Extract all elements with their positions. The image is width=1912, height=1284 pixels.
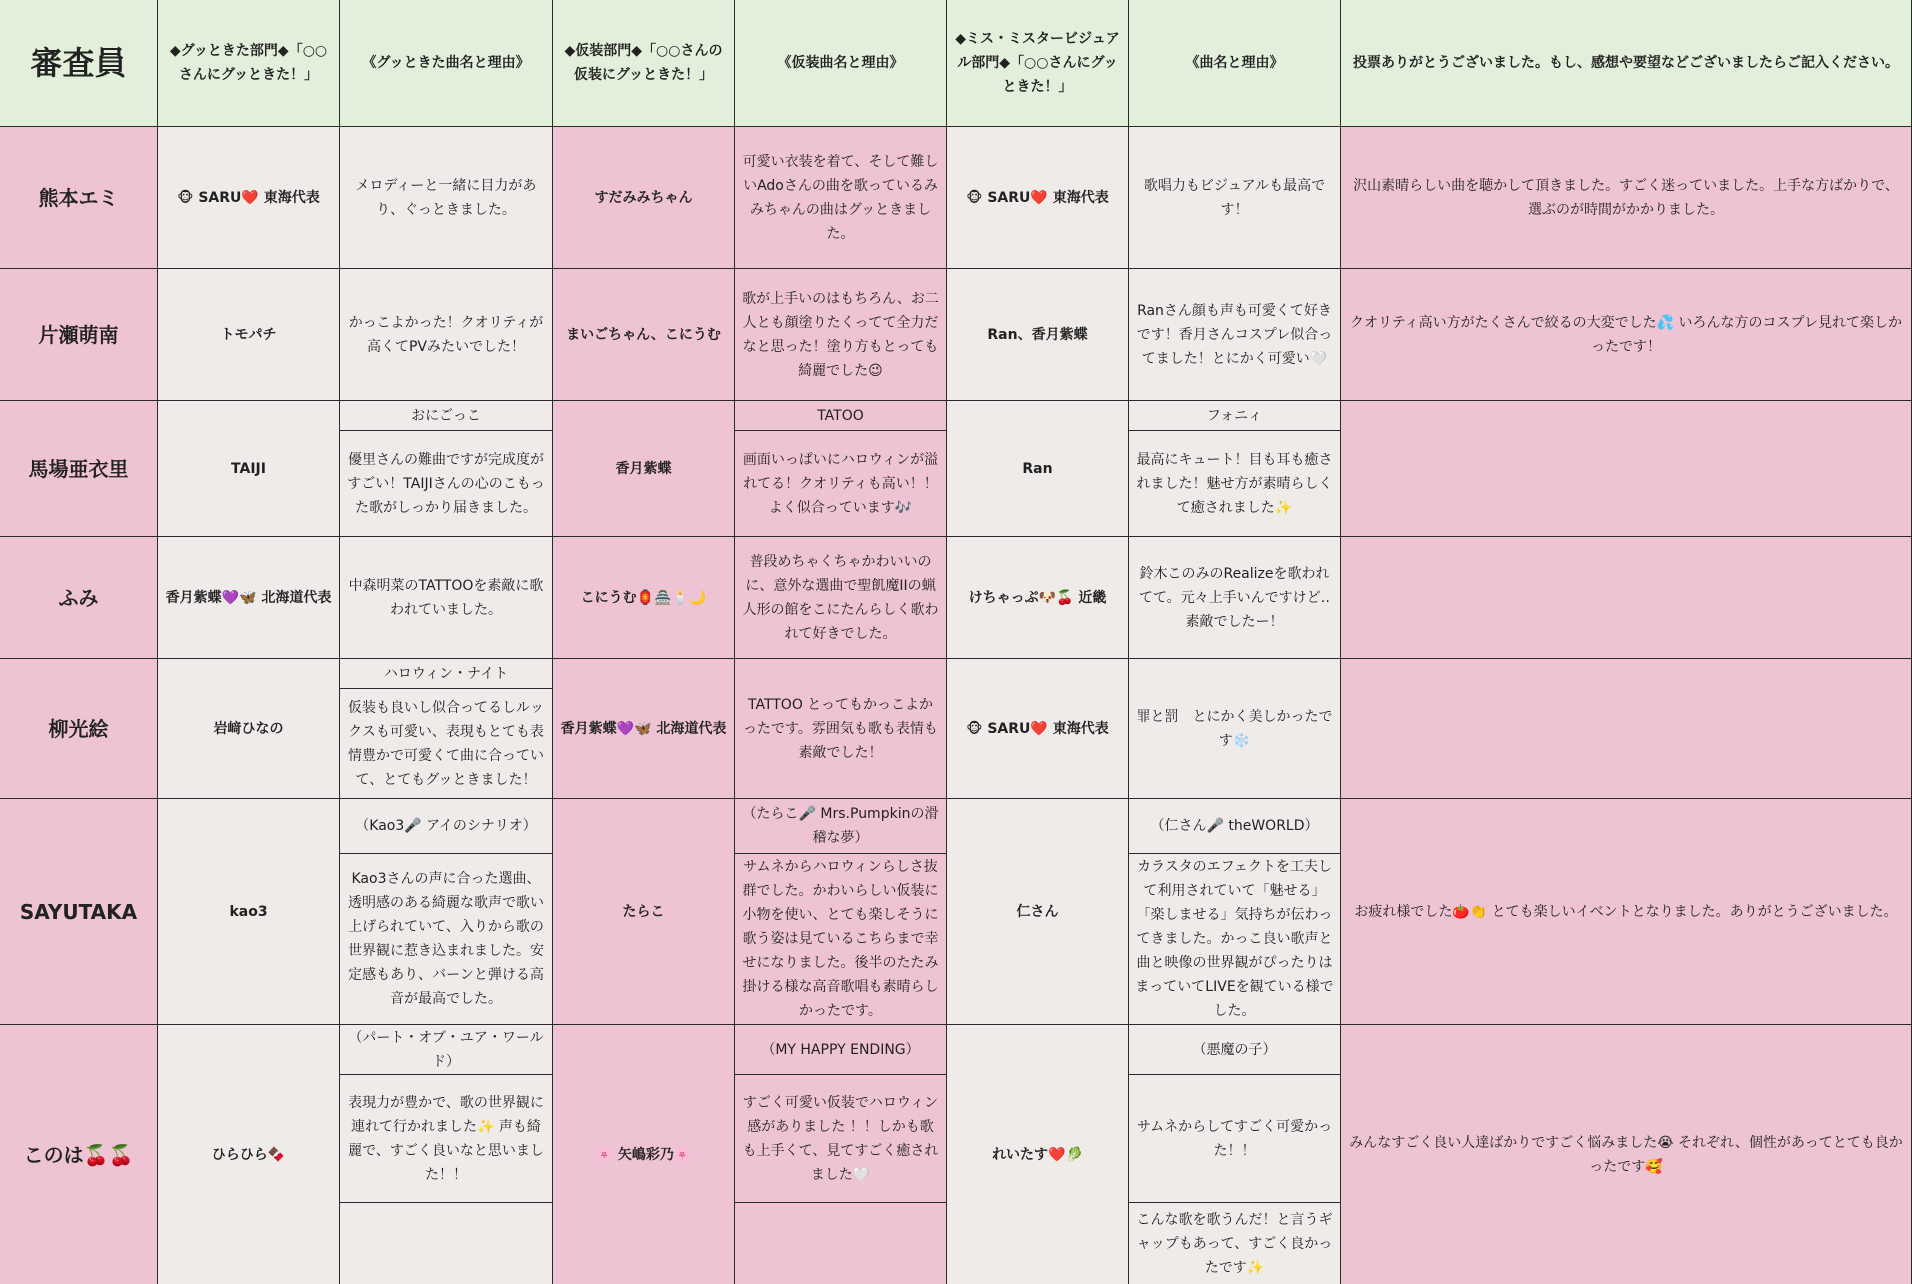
costume-reason: TATTOO とってもかっこよかったです。雰囲気も歌も表情も素敵でした！: [735, 659, 947, 799]
visual-reason: 歌唱力もビジュアルも最高です！: [1129, 127, 1341, 269]
moved-pick: 🐵 SARU❤️ 東海代表: [158, 127, 340, 269]
moved-pick: 香月紫蝶💜🦋 北海道代表: [158, 537, 340, 659]
comment: みんなすごく良い人達ばかりですごく悩みました😭 それぞれ、個性があってとても良かったです🥰: [1341, 1025, 1912, 1284]
moved-reason: 表現力が豊かで、歌の世界観に連れて行かれました✨ 声も綺麗で、すごく良いなと思いました！！: [340, 1075, 553, 1203]
judge-name: このは🍒🍒: [0, 1025, 158, 1284]
empty-cell: [340, 1203, 553, 1284]
costume-pick: まいごちゃん、こにうむ: [553, 269, 735, 401]
visual-song-title: （悪魔の子）: [1129, 1025, 1341, 1075]
moved-song-title: （パート・オブ・ユア・ワールド）: [340, 1025, 553, 1075]
visual-pick: けちゃっぷ🐶🍒 近畿: [947, 537, 1129, 659]
costume-song-title: TATOO: [735, 401, 947, 431]
comment: お疲れ様でした🍅👏 とても楽しいイベントとなりました。ありがとうございました。: [1341, 799, 1912, 1025]
visual-pick: 仁さん: [947, 799, 1129, 1025]
moved-reason: 中森明菜のTATTOOを素敵に歌われていました。: [340, 537, 553, 659]
moved-pick: TAIJI: [158, 401, 340, 537]
costume-song-title: （たらこ🎤 Mrs.Pumpkinの滑稽な夢）: [735, 799, 947, 854]
visual-pick: Ran: [947, 401, 1129, 537]
moved-reason: かっこよかった！クオリティが高くてPVみたいでした！: [340, 269, 553, 401]
moved-pick: kao3: [158, 799, 340, 1025]
costume-pick: こにうむ🏮🏯🕯️🌙: [553, 537, 735, 659]
visual-song-title: （仁さん🎤 theWORLD）: [1129, 799, 1341, 854]
visual-reason: Ranさん顔も声も可愛くて好きです！香月さんコスプレ似合ってました！とにかく可愛い🤍: [1129, 269, 1341, 401]
costume-pick: 香月紫蝶💜🦋 北海道代表: [553, 659, 735, 799]
moved-song-title: おにごっこ: [340, 401, 553, 431]
visual-pick: 🐵 SARU❤️ 東海代表: [947, 127, 1129, 269]
costume-reason: 普段めちゃくちゃかわいいのに、意外な選曲で聖飢魔IIの蝋人形の館をこにたんらしく歌われて好きでした。: [735, 537, 947, 659]
judge-name: ふみ: [0, 537, 158, 659]
comment: クオリティ高い方がたくさんで絞るの大変でした💦 いろんな方のコスプレ見れて楽しかったです！: [1341, 269, 1912, 401]
moved-song-title: ハロウィン・ナイト: [340, 659, 553, 689]
moved-reason: メロディーと一緒に目力があり、ぐっときました。: [340, 127, 553, 269]
visual-song-title: フォニィ: [1129, 401, 1341, 431]
visual-pick: 🐵 SARU❤️ 東海代表: [947, 659, 1129, 799]
costume-pick: たらこ: [553, 799, 735, 1025]
comment: [1341, 659, 1912, 799]
visual-reason-extra: こんな歌を歌うんだ！と言うギャップもあって、すごく良かったです✨: [1129, 1203, 1341, 1284]
moved-reason: Kao3さんの声に合った選曲、透明感のある綺麗な歌声で歌い上げられていて、入りから歌の世界観に惹き込まれました。安定感もあり、バーンと弾ける高音が最高でした。: [340, 854, 553, 1025]
header-visual-category: ◆ミス・ミスタービジュアル部門◆「○○さんにグッときた！」: [947, 0, 1129, 127]
comment: [1341, 537, 1912, 659]
judge-name: 片瀬萌南: [0, 269, 158, 401]
moved-pick: 岩﨑ひなの: [158, 659, 340, 799]
comment: 沢山素晴らしい曲を聴かして頂きました。すごく迷っていました。上手な方ばかりで、選ぶのが時間がかかりました。: [1341, 127, 1912, 269]
comment: [1341, 401, 1912, 537]
visual-reason: サムネからしてすごく可愛かった！！: [1129, 1075, 1341, 1203]
header-moved-category: ◆グッときた部門◆「○○さんにグッときた！」: [158, 0, 340, 127]
costume-song-title: （MY HAPPY ENDING）: [735, 1025, 947, 1075]
costume-reason: 可愛い衣装を着て、そして難しいAdoさんの曲を歌っているみみちゃんの曲はグッときました。: [735, 127, 947, 269]
header-costume-song-reason: 《仮装曲名と理由》: [735, 0, 947, 127]
visual-pick: れいたす❤️🥬: [947, 1025, 1129, 1284]
costume-reason: サムネからハロウィンらしさ抜群でした。かわいらしい仮装に小物を使い、とても楽しそうに歌う姿は見ているこちらまで幸せになりました。後半のたたみ掛ける様な高音歌唱も素晴らしかったです。: [735, 854, 947, 1025]
costume-pick: 🌸 矢嶋彩乃🌸: [553, 1025, 735, 1284]
header-comments: 投票ありがとうございました。もし、感想や要望などございましたらご記入ください。: [1341, 0, 1912, 127]
judge-name: 熊本エミ: [0, 127, 158, 269]
moved-pick: ひらひら🍫: [158, 1025, 340, 1284]
costume-pick: すだみみちゃん: [553, 127, 735, 269]
moved-song-title: （Kao3🎤 アイのシナリオ）: [340, 799, 553, 854]
header-moved-song-reason: 《グッときた曲名と理由》: [340, 0, 553, 127]
costume-reason: 歌が上手いのはもちろん、お二人とも顔塗りたくってて全力だなと思った！塗り方もとっても綺麗でした😉: [735, 269, 947, 401]
visual-reason: カラスタのエフェクトを工夫して利用されていて「魅せる」「楽しませる」気持ちが伝わってきました。かっこ良い歌声と曲と映像の世界観がぴったりはまっていてLIVEを観ている様でした。: [1129, 854, 1341, 1025]
costume-reason: 画面いっぱいにハロウィンが溢れてる！クオリティも高い！！よく似合っています🎶: [735, 431, 947, 537]
visual-pick: Ran、香月紫蝶: [947, 269, 1129, 401]
header-visual-song-reason: 《曲名と理由》: [1129, 0, 1341, 127]
moved-reason: 仮装も良いし似合ってるしルックスも可愛い、表現もとても表情豊かで可愛くて曲に合っていて、とてもグッときました！: [340, 689, 553, 799]
judge-name: SAYUTAKA: [0, 799, 158, 1025]
judge-name: 柳光絵: [0, 659, 158, 799]
visual-reason: 鈴木このみのRealizeを歌われてて。元々上手いんですけど‥素敵でしたー！: [1129, 537, 1341, 659]
empty-cell: [735, 1203, 947, 1284]
visual-reason: 罪と罰 とにかく美しかったです❄️: [1129, 659, 1341, 799]
moved-pick: トモパチ: [158, 269, 340, 401]
visual-reason: 最高にキュート！目も耳も癒されました！魅せ方が素晴らしくて癒されました✨: [1129, 431, 1341, 537]
moved-reason: 優里さんの難曲ですが完成度がすごい！TAIJIさんの心のこもった歌がしっかり届きました。: [340, 431, 553, 537]
costume-pick: 香月紫蝶: [553, 401, 735, 537]
header-judge: 審査員: [0, 0, 158, 127]
costume-reason: すごく可愛い仮装でハロウィン感がありました ！！しかも歌も上手くて、見てすごく癒されました🤍: [735, 1075, 947, 1203]
judge-name: 馬場亜衣里: [0, 401, 158, 537]
header-costume-category: ◆仮装部門◆「○○さんの仮装にグッときた！」: [553, 0, 735, 127]
